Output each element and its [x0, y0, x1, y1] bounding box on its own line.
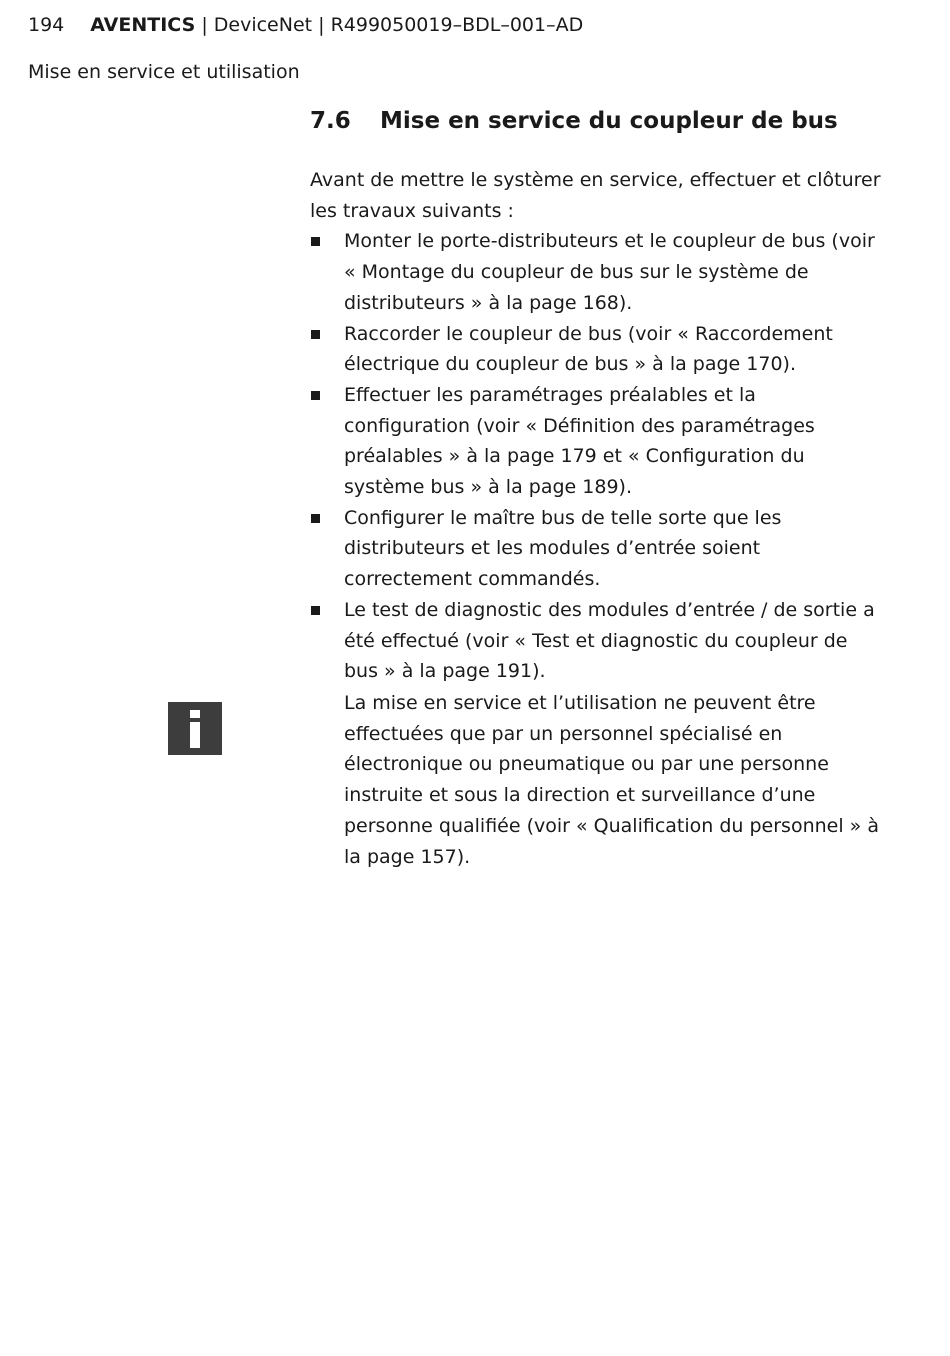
list-item-text: Effectuer les paramétrages préalables et la configuration (voir « Définition des paramétrages préalables » à la page 179 et « Configuration du système bus » à la page 189).: [344, 383, 815, 499]
brand-name: AVENTICS: [90, 14, 196, 36]
list-item: [310, 226, 885, 318]
prerequisite-list: [310, 226, 885, 687]
list-item: [310, 595, 885, 687]
section-title: Mise en service du coupleur de bus: [380, 108, 838, 134]
intro-paragraph: Avant de mettre le système en service, effectuer et clôturer les travaux suivants :: [310, 169, 881, 222]
list-item-text: Raccorder le coupleur de bus (voir « Raccordement électrique du coupleur de bus » à la page 170).: [344, 322, 833, 376]
square-bullet-icon: [311, 330, 320, 339]
info-icon-dot: [190, 710, 200, 718]
page-header: [28, 12, 583, 38]
square-bullet-icon: [311, 237, 320, 246]
main-content: [310, 165, 885, 687]
list-item-text: Monter le porte-distributeurs et le coupleur de bus (voir « Montage du coupleur de bus sur le système de distributeurs » à la page 168).: [344, 230, 875, 314]
list-item-text: Le test de diagnostic des modules d’entrée / de sortie a été effectué (voir « Test et diagnostic du coupleur de bus » à la page 191).: [344, 598, 875, 683]
list-item-text: Configurer le maître bus de telle sorte que les distributeurs et les modules d’entrée soient correctement commandés.: [344, 506, 782, 591]
square-bullet-icon: [311, 391, 320, 400]
document-info: | DeviceNet | R499050019–BDL–001–AD: [195, 14, 584, 36]
list-item: [310, 503, 885, 595]
info-icon: [168, 702, 222, 755]
list-item: [310, 380, 885, 503]
section-number: 7.6: [310, 108, 351, 134]
square-bullet-icon: [311, 606, 320, 615]
page-number: 194: [28, 14, 65, 36]
square-bullet-icon: [311, 514, 320, 523]
section-heading: [310, 105, 838, 137]
list-item: [310, 319, 885, 380]
chapter-title: Mise en service et utilisation: [28, 61, 300, 83]
info-icon-stem: [190, 722, 200, 748]
info-note: La mise en service et l’utilisation ne peuvent être effectuées que par un personnel spécialisé en électronique ou pneumatique ou par une personne instruite et sous la direction et surveillance d’une personne qualifiée (voir « Qualification du personnel » à la page 157).: [344, 692, 879, 868]
